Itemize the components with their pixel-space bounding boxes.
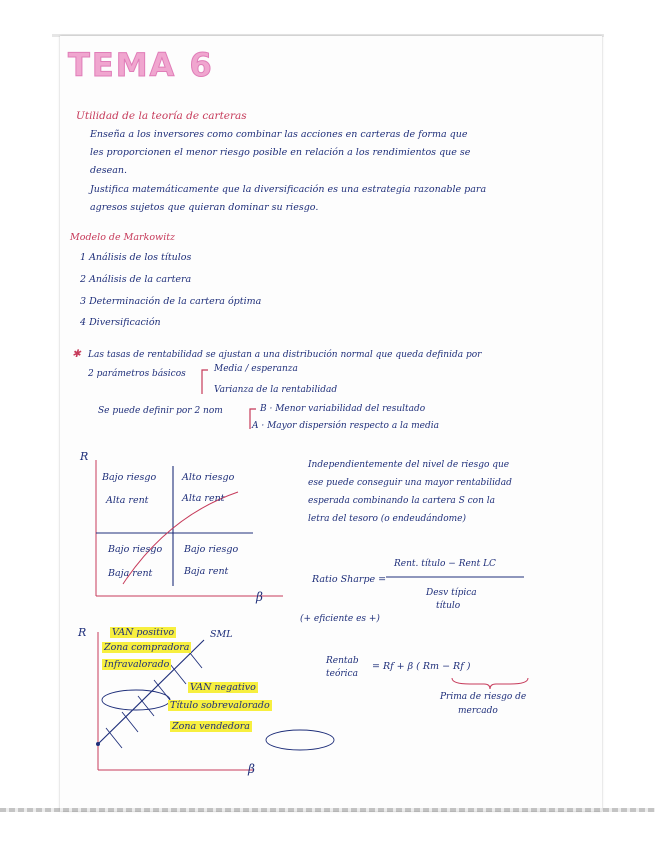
capm-left: Rentab bbox=[326, 656, 359, 666]
fraction-bar bbox=[386, 576, 526, 579]
list-item: 4 Diversificación bbox=[80, 317, 161, 328]
branch-text: Media / esperanza bbox=[214, 364, 298, 374]
matrix-x-axis-label: β bbox=[256, 590, 263, 604]
quadrant-label: Bajo riesgo bbox=[102, 472, 157, 483]
highlight-zona-vendedora: Zona vendedora bbox=[172, 721, 250, 732]
explain-line: esperada combinando la cartera S con la bbox=[308, 496, 495, 506]
sharpe-denominator: Desv típica bbox=[426, 588, 477, 598]
capm-left: teórica bbox=[326, 669, 358, 679]
page-title: TEMA 6 bbox=[68, 46, 214, 84]
section-heading-markowitz: Modelo de Markowitz bbox=[70, 232, 176, 243]
asterisk-icon: ✱ bbox=[72, 348, 81, 360]
highlight-zona-compradora: Zona compradora bbox=[104, 642, 190, 653]
quadrant-label: Baja rent bbox=[108, 568, 153, 579]
text-line: desean. bbox=[90, 165, 128, 176]
text-line: Justifica matemáticamente que la diversificación es una estrategia razonable para bbox=[90, 184, 487, 195]
capm-formula: = Rf + β ( Rm − Rf ) bbox=[372, 661, 471, 672]
note-line: Las tasas de rentabilidad se ajustan a una distribución normal que queda definida por bbox=[88, 350, 482, 360]
scan-edge-bottom bbox=[0, 808, 655, 812]
branch-text: A · Mayor dispersión respecto a la media bbox=[252, 421, 440, 431]
list-item: 2 Análisis de la cartera bbox=[80, 274, 192, 285]
brace-label: mercado bbox=[458, 706, 498, 716]
explain-line: letra del tesoro (o endeudándome) bbox=[308, 514, 467, 524]
section-heading-utilidad: Utilidad de la teoría de carteras bbox=[76, 110, 247, 122]
sml-y-axis-label: R bbox=[78, 626, 87, 639]
list-item: 3 Determinación de la cartera óptima bbox=[80, 296, 262, 307]
quadrant-label: Baja rent bbox=[184, 566, 229, 577]
explain-line: Independientemente del nivel de riesgo que bbox=[308, 460, 510, 470]
sml-x-axis-label: β bbox=[248, 762, 255, 776]
note-line: 2 parámetros básicos bbox=[88, 369, 186, 379]
explain-line: ese puede conseguir una mayor rentabilidad bbox=[308, 478, 512, 488]
sharpe-label: Ratio Sharpe = bbox=[312, 574, 387, 585]
highlight-van-positivo: VAN positivo bbox=[112, 627, 175, 638]
note-line: Se puede definir por 2 nom bbox=[98, 406, 223, 416]
sharpe-note: (+ eficiente es +) bbox=[300, 614, 380, 624]
sml-line-label: SML bbox=[210, 629, 233, 640]
bracket-icon bbox=[200, 368, 210, 396]
quadrant-label: Alta rent bbox=[106, 495, 149, 506]
text-line: Enseña a los inversores como combinar las acciones en carteras de forma que bbox=[90, 129, 468, 140]
notebook-page bbox=[60, 36, 602, 811]
matrix-y-axis-label: R bbox=[80, 450, 89, 463]
quadrant-label: Alta rent bbox=[182, 493, 225, 504]
highlight-van-negativo: VAN negativo bbox=[190, 682, 256, 693]
highlight-infravalorado: Infravalorado bbox=[104, 659, 170, 670]
quadrant-label: Alto riesgo bbox=[182, 472, 235, 483]
highlight-titulo-sobrevalorado: Título sobrevalorado bbox=[170, 700, 270, 711]
quadrant-label: Bajo riesgo bbox=[108, 544, 163, 555]
text-line: les proporcionen el menor riesgo posible en relación a los rendimientos que se bbox=[90, 147, 471, 158]
list-item: 1 Análisis de los títulos bbox=[80, 252, 192, 263]
brace-label: Prima de riesgo de bbox=[440, 692, 527, 702]
sharpe-numerator: Rent. título − Rent LC bbox=[394, 559, 496, 569]
quadrant-label: Bajo riesgo bbox=[184, 544, 239, 555]
text-line: agresos sujetos que quieran dominar su riesgo. bbox=[90, 202, 319, 213]
branch-text: B · Menor variabilidad del resultado bbox=[260, 404, 426, 414]
sharpe-denominator: título bbox=[436, 601, 461, 611]
brace-icon bbox=[450, 676, 530, 690]
branch-text: Varianza de la rentabilidad bbox=[214, 385, 338, 395]
